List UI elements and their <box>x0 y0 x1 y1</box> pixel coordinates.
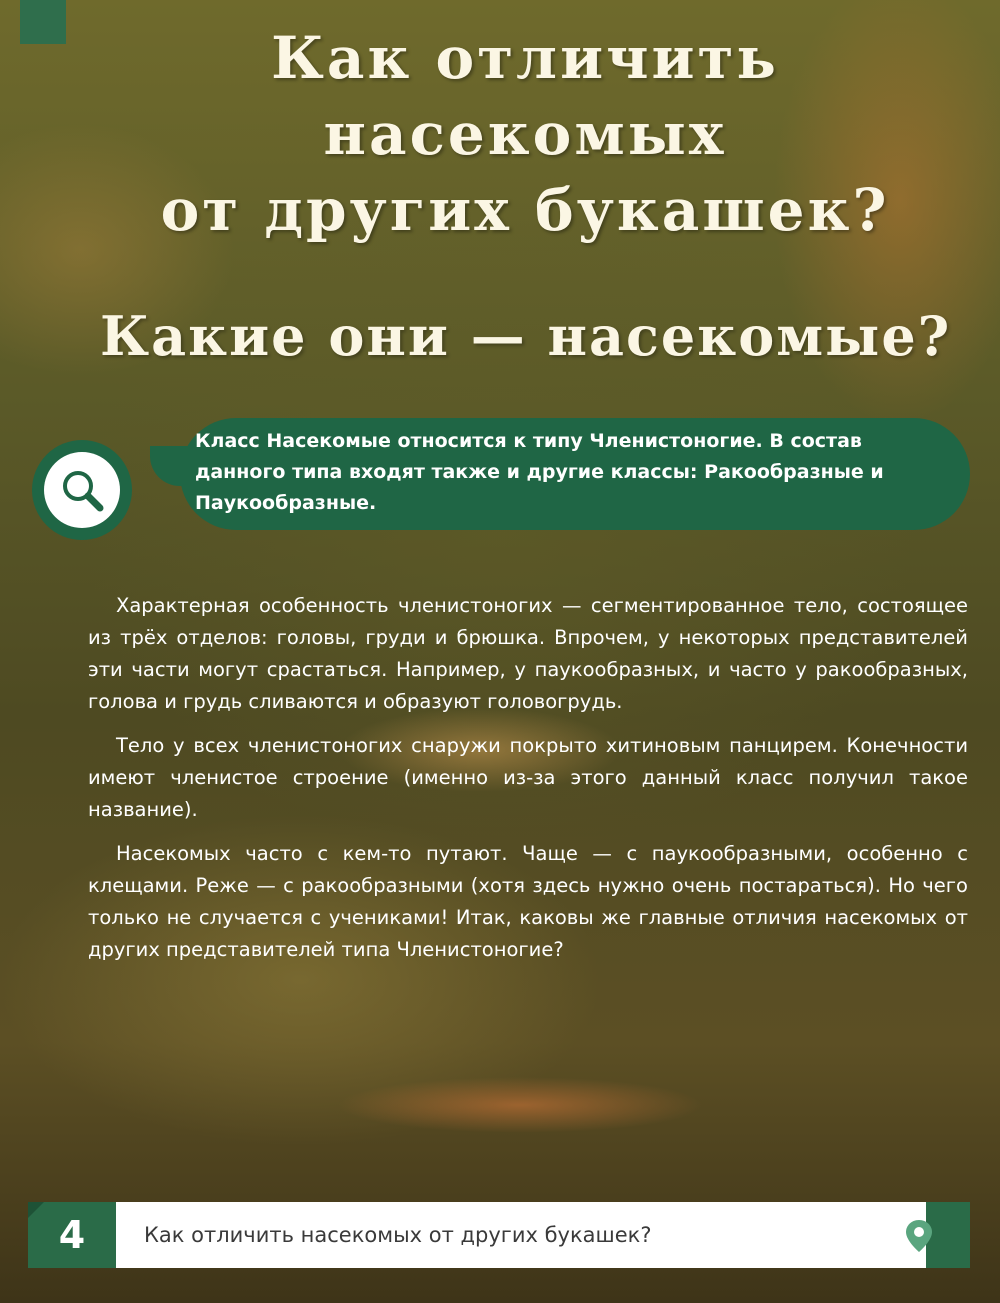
footer-title: Как отличить насекомых от других букашек? <box>144 1223 652 1247</box>
paragraph: Тело у всех членистоногих снаружи покрыто хитиновым панцирем. Конечности имеют членистое строение (именно из-за этого данный класс получил такое название). <box>88 734 968 821</box>
page-footer <box>28 1202 970 1268</box>
magnifier-icon <box>58 466 106 514</box>
paragraph: Насекомых часто с кем-то путают. Чаще — с паукообразными, особенно с клещами. Реже — с ракообразными (хотя здесь нужно очень постараться). Но чего только не случается с учениками! Итак, каковы же главные отличия насекомых от других представителей типа Членистоногие? <box>88 842 968 961</box>
footer-title-bar <box>116 1202 926 1268</box>
page-title-line-1: Как отличить насекомых <box>271 24 779 168</box>
info-callout-text: Класс Насекомые относится к типу Членистоногие. В состав данного типа входят также и другие классы: Ракообразные и Паукообразные. <box>195 430 884 514</box>
page-title-line-2: от других букашек? <box>160 176 890 244</box>
section-heading: Какие они — насекомые? <box>100 304 952 368</box>
paragraph: Характерная особенность членистоногих — сегментированное тело, состоящее из трёх отделов: головы, груди и брюшка. Впрочем, у некоторых представителей эти части могут срастаться. Например, у паукообразных, и часто у ракообразных, голова и грудь сливаются и образуют головогрудь. <box>88 594 968 713</box>
info-callout <box>30 418 970 530</box>
location-pin-icon <box>904 1218 934 1254</box>
page-title <box>70 20 980 248</box>
page-number: 4 <box>28 1202 116 1268</box>
article-body <box>88 590 968 978</box>
page-number-corner <box>28 1202 44 1218</box>
info-callout-icon-badge <box>32 440 132 540</box>
corner-tab-decoration <box>20 0 66 44</box>
